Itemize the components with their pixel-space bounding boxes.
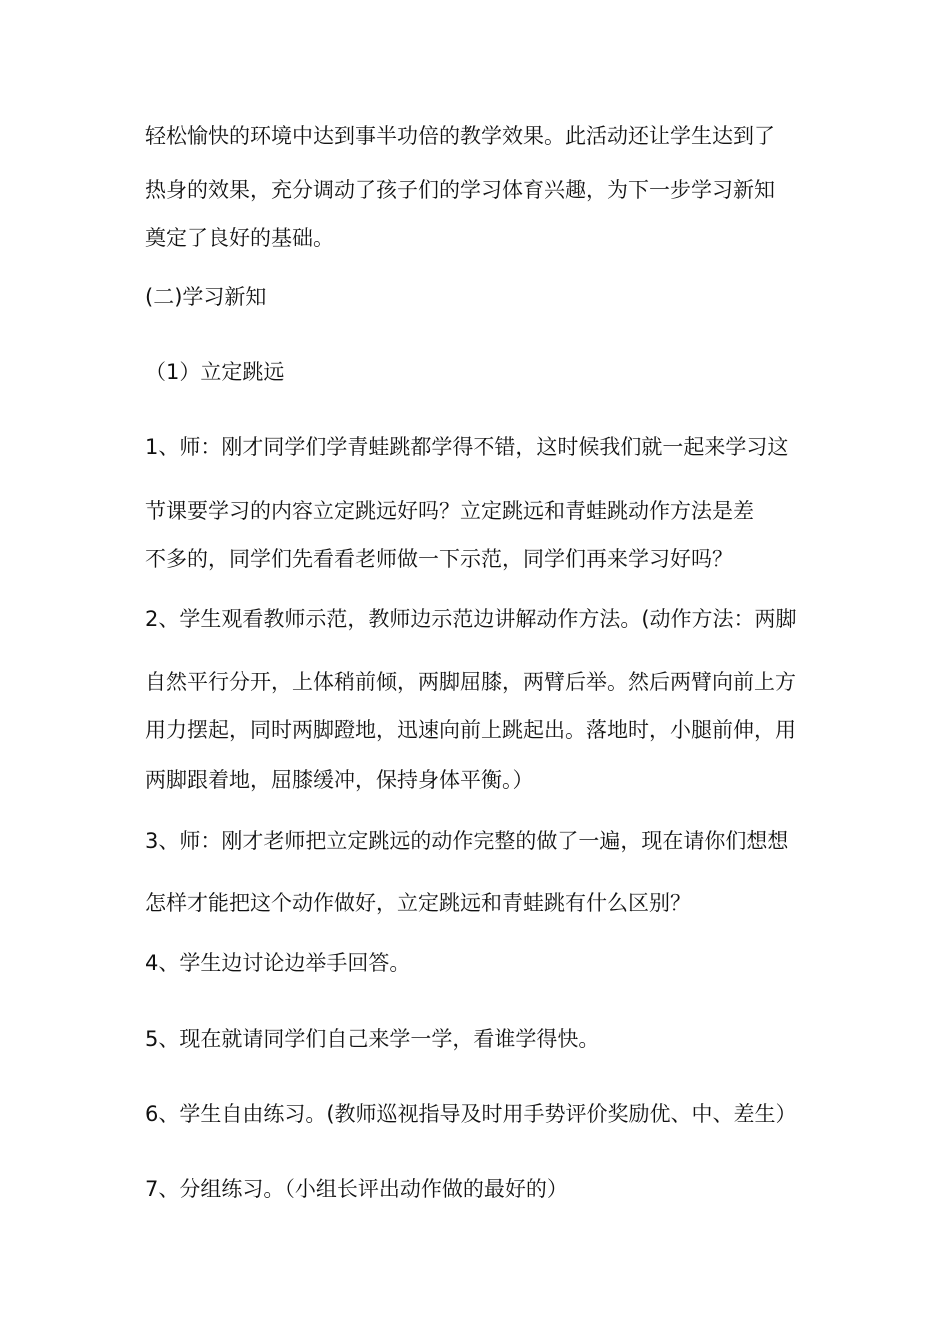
text-line: 自然平行分开，上体稍前倾，两脚屈膝，两臂后举。然后两臂向前上方: [145, 670, 796, 694]
text-line: 7、分组练习。（小组长评出动作做的最好的）: [145, 1177, 568, 1201]
subsection-heading: （1）立定跳远: [145, 360, 285, 384]
text-line: 3、师：刚才老师把立定跳远的动作完整的做了一遍，现在请你们想想: [145, 829, 789, 853]
text-line: 热身的效果，充分调动了孩子们的学习体育兴趣，为下一步学习新知: [145, 178, 775, 202]
text-line: 奠定了良好的基础。: [145, 226, 334, 250]
text-line: 轻松愉快的环境中达到事半功倍的教学效果。此活动还让学生达到了: [145, 124, 775, 148]
text-line: 怎样才能把这个动作做好，立定跳远和青蛙跳有什么区别？: [145, 891, 691, 915]
text-line: 用力摆起，同时两脚蹬地，迅速向前上跳起出。落地时，小腿前伸，用: [145, 718, 796, 742]
text-line: 4、学生边讨论边举手回答。: [145, 951, 411, 975]
text-line: 1、师：刚才同学们学青蛙跳都学得不错，这时候我们就一起来学习这: [145, 435, 789, 459]
text-line: 两脚跟着地，屈膝缓冲，保持身体平衡。）: [145, 768, 534, 792]
text-line: 6、学生自由练习。(教师巡视指导及时用手势评价奖励优、中、差生）: [145, 1102, 797, 1126]
text-line: 2、学生观看教师示范，教师边示范边讲解动作方法。(动作方法：两脚: [145, 607, 797, 631]
section-heading: (二)学习新知: [145, 285, 267, 309]
text-line: 节课要学习的内容立定跳远好吗？立定跳远和青蛙跳动作方法是差: [145, 499, 754, 523]
text-line: 5、现在就请同学们自己来学一学，看谁学得快。: [145, 1027, 600, 1051]
text-line: 不多的，同学们先看看老师做一下示范，同学们再来学习好吗？: [145, 547, 733, 571]
